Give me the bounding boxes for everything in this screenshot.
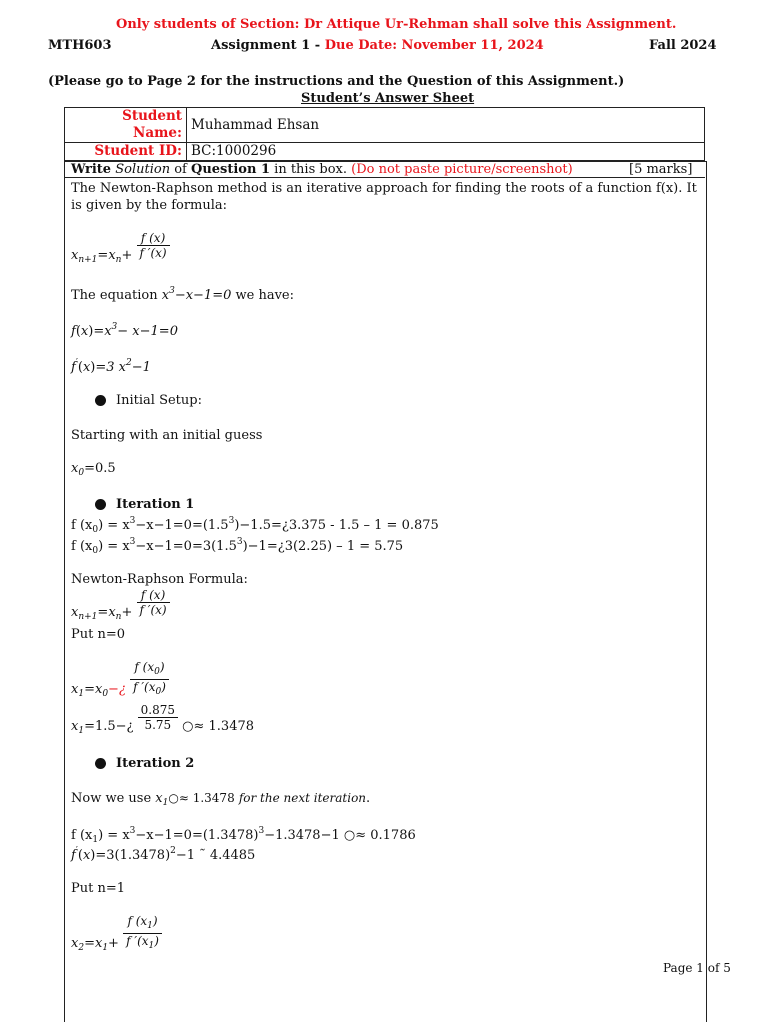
fx-definition: $f(x)=x^3- x-1=0$ bbox=[71, 322, 178, 339]
x1v-num: 0.875 bbox=[138, 703, 178, 718]
now-use-x: x bbox=[155, 791, 163, 806]
it1-l2-sub: 0 bbox=[92, 546, 99, 556]
x1-formula bbox=[71, 660, 169, 699]
bullet-icon bbox=[95, 499, 106, 510]
now-use-tail: for the next iteration bbox=[238, 791, 367, 805]
fpx-eq: =3 x bbox=[95, 360, 126, 375]
eq-rest: −x−1=0 bbox=[174, 288, 232, 303]
intro-line-1: The Newton-Raphson method is an iterative approach for finding the roots of a function f(x). It bbox=[71, 181, 697, 196]
it2-l1-a: f (x bbox=[71, 828, 93, 843]
iteration-1-line-1 bbox=[71, 516, 439, 535]
fx-f: f bbox=[71, 324, 76, 339]
fraction-numerator: f (x) bbox=[137, 231, 170, 246]
question-label: Question 1 bbox=[191, 162, 271, 177]
it1-l2-exp: 3 bbox=[129, 537, 136, 547]
equation-line bbox=[71, 286, 294, 303]
student-id-value: BC:1000296 bbox=[187, 143, 705, 161]
fraction-denominator: f ′(x) bbox=[139, 246, 167, 260]
x2-frac-num: f (x bbox=[127, 914, 148, 928]
screenshot-warning: (Do not paste picture/screenshot) bbox=[351, 162, 573, 177]
answer-sheet-title: Student’s Answer Sheet bbox=[301, 91, 475, 106]
course-code: MTH603 bbox=[48, 38, 112, 53]
it2-l1-b: ) = x bbox=[98, 828, 130, 843]
x1-frac-num-sub: 0 bbox=[154, 667, 160, 677]
due-date: Due Date: November 11, 2024 bbox=[324, 38, 544, 53]
now-use-sub: 1 bbox=[162, 798, 169, 808]
x2-x: x bbox=[71, 936, 79, 951]
x1v-den: 5.75 bbox=[144, 718, 172, 732]
fx-x: x bbox=[80, 324, 89, 339]
it2-l2-a: f bbox=[71, 848, 76, 863]
iteration-1-item bbox=[95, 497, 194, 512]
intro-line-2: is given by the formula: bbox=[71, 198, 228, 213]
in-box-label: in this box. bbox=[274, 162, 347, 177]
x0-rhs: =0.5 bbox=[84, 461, 116, 476]
x1-mid: =x bbox=[84, 682, 103, 697]
it1-l2-c: −x−1=0=3(1.5 bbox=[135, 539, 237, 554]
x2-frac-den-sub: 1 bbox=[148, 941, 155, 951]
formula-eq: =x bbox=[97, 248, 116, 263]
now-use-line bbox=[71, 791, 370, 808]
student-name-value: Muhammad Ehsan bbox=[187, 108, 705, 143]
initial-setup-item bbox=[95, 393, 202, 408]
now-use-val: ○≈ 1.3478 bbox=[168, 791, 235, 805]
it2-l2-e: ˜ 4.4485 bbox=[199, 848, 256, 863]
it2-l1-exp: 3 bbox=[129, 826, 136, 836]
it1-l2-b: ) = x bbox=[98, 539, 130, 554]
assignment-prefix: Assignment 1 - bbox=[211, 38, 325, 53]
fprime-definition: f′(x)=3 $x^2-1$ bbox=[71, 358, 151, 375]
it2-l2-exp: 2 bbox=[170, 846, 176, 856]
x1v-x: x bbox=[71, 719, 79, 734]
equation-prefix: The equation bbox=[71, 288, 158, 303]
it1-l1-d: )−1.5=¿3.375 - 1.5 – 1 = 0.875 bbox=[234, 518, 439, 533]
solution-label: Solution bbox=[115, 162, 171, 177]
formula-x: x bbox=[71, 605, 79, 620]
bullet-icon bbox=[95, 395, 106, 406]
formula-fraction bbox=[137, 231, 170, 260]
x1-minus: −¿ bbox=[108, 682, 126, 697]
x2-sub1: 1 bbox=[102, 943, 109, 953]
student-info-table bbox=[64, 107, 705, 161]
it2-l1-d: −1.3478−1 ○≈ 0.1786 bbox=[264, 828, 416, 843]
x1-frac-den-close: ) bbox=[161, 680, 166, 694]
student-id-row bbox=[65, 143, 705, 161]
initial-setup-label: Initial Setup: bbox=[116, 393, 202, 408]
now-use-dot: . bbox=[366, 791, 371, 806]
formula-eq: =x bbox=[97, 605, 116, 620]
x1v-sub: 1 bbox=[78, 726, 85, 736]
bullet-icon bbox=[95, 758, 106, 769]
nr-formula-label: Newton-Raphson Formula: bbox=[71, 572, 248, 587]
formula-plus: + bbox=[121, 605, 133, 620]
answer-box-title bbox=[71, 162, 573, 177]
instructions-note: (Please go to Page 2 for the instructions and the Question of this Assignment.) bbox=[48, 74, 625, 89]
it1-l1-exp2: 3 bbox=[228, 516, 235, 526]
x1-frac-num-close: ) bbox=[159, 660, 165, 674]
x1-frac-den: f ′(x bbox=[133, 680, 156, 694]
x2-sub: 2 bbox=[78, 943, 85, 953]
fraction-denominator: f ′(x) bbox=[139, 603, 167, 617]
iteration-2-line-1 bbox=[71, 826, 416, 845]
formula-fraction bbox=[137, 588, 170, 617]
x0-sub: 0 bbox=[78, 468, 85, 478]
fx-eq: =x bbox=[93, 324, 112, 339]
student-name-label: Student Name: bbox=[65, 108, 187, 143]
it1-l2-exp2: 3 bbox=[236, 537, 243, 547]
x1-value bbox=[71, 703, 255, 736]
x1-fraction bbox=[130, 660, 169, 699]
it2-l1-c: −x−1=0=(1.3478) bbox=[135, 828, 259, 843]
iteration-2-line-2: $f'(x)=3(1.3478)^2-1$ ˜ 4.4485 bbox=[71, 846, 256, 863]
x1-sub0: 0 bbox=[102, 689, 109, 699]
it1-l2-d: )−1=¿3(2.25) – 1 = 5.75 bbox=[242, 539, 404, 554]
it2-l2-d: −1 bbox=[175, 848, 196, 863]
x1-x: x bbox=[71, 682, 79, 697]
student-name-row bbox=[65, 108, 705, 143]
it2-l1-sub: 1 bbox=[92, 835, 99, 845]
eq-exp: 3 bbox=[169, 286, 175, 296]
marks-label: [5 marks] bbox=[629, 162, 693, 177]
x0-x: x bbox=[71, 461, 79, 476]
now-use-a: Now we use bbox=[71, 791, 152, 806]
it2-l1-exp2: 3 bbox=[258, 826, 265, 836]
x2-plus: + bbox=[108, 936, 119, 951]
fraction-numerator: f (x) bbox=[137, 588, 170, 603]
formula-sub-n: n bbox=[115, 255, 122, 265]
iteration-1-label: Iteration 1 bbox=[116, 497, 195, 512]
x2-frac-den: f ′(x bbox=[126, 934, 149, 948]
eq-x: x bbox=[161, 288, 170, 303]
of-label: of bbox=[174, 162, 187, 177]
x2-formula bbox=[71, 914, 162, 953]
formula-sub: n+1 bbox=[78, 612, 98, 622]
fpx-exp: 2 bbox=[126, 358, 132, 368]
it1-l1-b: ) = x bbox=[98, 518, 130, 533]
initial-guess-text: Starting with an initial guess bbox=[71, 428, 263, 443]
x1-frac-num: f (x bbox=[134, 660, 155, 674]
fpx-f: f bbox=[71, 360, 76, 375]
x2-fraction: $\frac{f (x_1)}{f '(x_1)}$ bbox=[123, 914, 162, 953]
term: Fall 2024 bbox=[649, 38, 717, 53]
iteration-2-label: Iteration 2 bbox=[116, 756, 195, 771]
it2-l2-c: =3(1.3478) bbox=[95, 848, 171, 863]
fx-exp: 3 bbox=[111, 322, 118, 332]
iteration-1-line-2 bbox=[71, 537, 403, 556]
nr-formula-2 bbox=[71, 588, 170, 622]
x0-value bbox=[71, 461, 116, 478]
it2-l2-b: x bbox=[82, 848, 91, 863]
x1v-lhs: =1.5−¿ bbox=[84, 719, 134, 734]
fpx-x: x bbox=[82, 360, 91, 375]
x1-frac-den-sub: 0 bbox=[155, 687, 162, 697]
formula-x: x bbox=[71, 248, 79, 263]
it1-l1-exp: 3 bbox=[129, 516, 136, 526]
formula-sub-n: n bbox=[115, 612, 122, 622]
formula-plus: + bbox=[121, 248, 133, 263]
it1-l1-sub: 0 bbox=[92, 525, 99, 535]
write-label: Write bbox=[71, 162, 112, 177]
assignment-title bbox=[211, 38, 544, 53]
student-id-label: Student ID: bbox=[65, 143, 187, 161]
formula-sub: n+1 bbox=[78, 255, 98, 265]
fpx-rest: −1 bbox=[131, 360, 151, 375]
x1v-fraction bbox=[138, 703, 178, 732]
x2-mid: =x bbox=[84, 936, 103, 951]
nr-formula-1 bbox=[71, 231, 170, 265]
it1-l1-a: f (x bbox=[71, 518, 93, 533]
x1v-res: ○≈ 1.3478 bbox=[182, 719, 255, 734]
x2-frac-num-sub: 1 bbox=[147, 921, 153, 931]
put-n1: Put n=1 bbox=[71, 881, 126, 896]
put-n0: Put n=0 bbox=[71, 627, 126, 642]
equation-suffix: we have: bbox=[235, 288, 295, 303]
it1-l2-a: f (x bbox=[71, 539, 93, 554]
iteration-2-item bbox=[95, 756, 194, 771]
section-notice: Only students of Section: Dr Attique Ur-Rehman shall solve this Assignment. bbox=[116, 17, 677, 32]
page-number: Page 1 of 5 bbox=[663, 961, 731, 975]
fx-rest: − x−1=0 bbox=[117, 324, 178, 339]
x1-sub: 1 bbox=[78, 689, 85, 699]
it1-l1-c: −x−1=0=(1.5 bbox=[135, 518, 229, 533]
